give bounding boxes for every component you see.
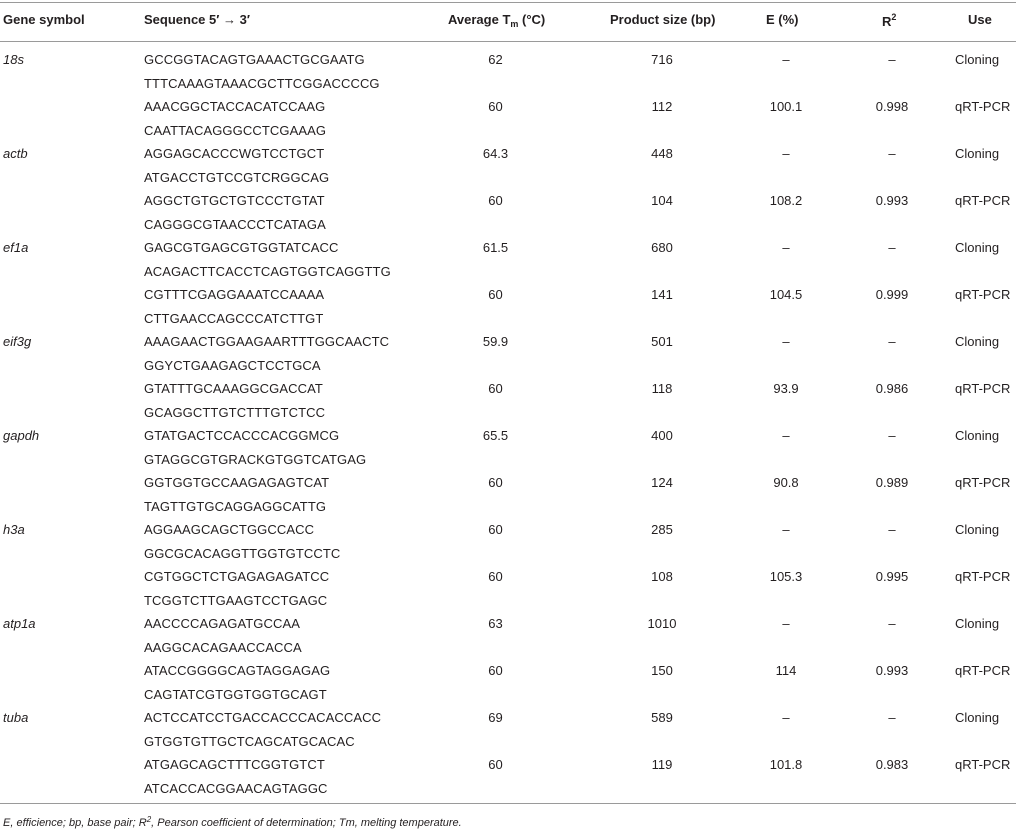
average-tm-cell: 61.5 — [482, 240, 509, 255]
use-cell: Cloning — [955, 616, 1000, 631]
sequence-cell: TCGGTCTTGAAGTCCTGAGC — [144, 592, 328, 608]
table-row — [0, 499, 1016, 523]
gene-symbol-cell: atp1a — [3, 616, 36, 631]
r2-cell: 0.989 — [875, 475, 909, 490]
average-tm-cell: 59.9 — [482, 334, 509, 349]
header-tm-unit: (°C) — [518, 12, 546, 27]
efficiency-cell: 90.8 — [773, 475, 799, 490]
table-row — [0, 217, 1016, 241]
average-tm-cell: 62 — [488, 52, 503, 67]
product-size-cell: 400 — [651, 428, 673, 443]
average-tm-cell: 65.5 — [482, 428, 509, 443]
table-row — [0, 381, 1016, 405]
average-tm-cell: 60 — [488, 569, 503, 584]
product-size-cell: 448 — [651, 146, 673, 161]
average-tm-cell: 60 — [488, 663, 503, 678]
table-row — [0, 405, 1016, 429]
r2-cell: 0.993 — [875, 663, 909, 678]
header-average-tm — [448, 12, 545, 29]
efficiency-cell: – — [782, 240, 790, 255]
header-r2 — [882, 12, 896, 29]
r2-cell: 0.999 — [875, 287, 909, 302]
r2-cell: – — [888, 522, 896, 537]
r2-cell: 0.983 — [875, 757, 909, 772]
use-cell: qRT-PCR — [955, 193, 1011, 208]
table-row — [0, 287, 1016, 311]
table-row — [0, 710, 1016, 734]
footnote-superscript: 2 — [146, 815, 152, 824]
header-sequence: Sequence 5′ → 3′ — [144, 12, 250, 27]
r2-cell: 0.995 — [875, 569, 909, 584]
product-size-cell: 150 — [651, 663, 673, 678]
sequence-cell: TAGTTGTGCAGGAGGCATTG — [144, 498, 327, 514]
header-use: Use — [968, 12, 992, 27]
product-size-cell: 1010 — [647, 616, 677, 631]
sequence-cell: GTGGTGTTGCTCAGCATGCACAC — [144, 733, 355, 749]
r2-cell: – — [888, 616, 896, 631]
sequence-cell: AGGAGCACCCWGTCCTGCT — [144, 146, 325, 161]
sequence-cell: CGTGGCTCTGAGAGAGATCC — [144, 569, 330, 584]
sequence-cell: ATGACCTGTCCGTCRGGCAG — [144, 169, 330, 185]
sequence-cell: GAGCGTGAGCGTGGTATCACC — [144, 240, 339, 255]
average-tm-cell: 60 — [488, 193, 503, 208]
table-header-rule — [0, 41, 1016, 42]
table-row — [0, 687, 1016, 711]
gene-symbol-cell: actb — [3, 146, 28, 161]
table-row — [0, 193, 1016, 217]
efficiency-cell: 105.3 — [769, 569, 803, 584]
average-tm-cell: 60 — [488, 522, 503, 537]
r2-cell: – — [888, 710, 896, 725]
table-row — [0, 640, 1016, 664]
use-cell: Cloning — [955, 710, 1000, 725]
use-cell: qRT-PCR — [955, 287, 1011, 302]
efficiency-cell: – — [782, 616, 790, 631]
sequence-cell: TTTCAAAGTAAACGCTTCGGACCCCG — [144, 75, 380, 91]
efficiency-cell: 108.2 — [769, 193, 803, 208]
table-row — [0, 781, 1016, 805]
sequence-cell: AGGAAGCAGCTGGCCACC — [144, 522, 315, 537]
table-bottom-rule — [0, 803, 1016, 804]
r2-cell: – — [888, 240, 896, 255]
r2-cell: 0.986 — [875, 381, 909, 396]
product-size-cell: 501 — [651, 334, 673, 349]
efficiency-cell: – — [782, 710, 790, 725]
sequence-cell: CGTTTCGAGGAAATCCAAAA — [144, 287, 325, 302]
average-tm-cell: 64.3 — [482, 146, 509, 161]
table-row — [0, 123, 1016, 147]
efficiency-cell: – — [782, 428, 790, 443]
product-size-cell: 119 — [651, 757, 673, 772]
gene-symbol-cell: eif3g — [3, 334, 32, 349]
table-row — [0, 240, 1016, 264]
product-size-cell: 589 — [651, 710, 673, 725]
sequence-cell: CAGTATCGTGGTGGTGCAGT — [144, 686, 327, 702]
gene-symbol-cell: tuba — [3, 710, 29, 725]
efficiency-cell: 101.8 — [769, 757, 803, 772]
efficiency-cell: 104.5 — [769, 287, 803, 302]
use-cell: qRT-PCR — [955, 99, 1011, 114]
sequence-cell: GTATTTGCAAAGGCGACCAT — [144, 381, 323, 396]
sequence-cell: GTAGGCGTGRACKGTGGTCATGAG — [144, 451, 367, 467]
sequence-cell: AAGGCACAGAACCACCA — [144, 639, 302, 655]
average-tm-cell: 69 — [488, 710, 503, 725]
table-row — [0, 475, 1016, 499]
efficiency-cell: – — [782, 52, 790, 67]
average-tm-cell: 60 — [488, 475, 503, 490]
product-size-cell: 108 — [651, 569, 673, 584]
sequence-cell: GCAGGCTTGTCTTTGTCTCC — [144, 404, 326, 420]
product-size-cell: 112 — [651, 99, 673, 114]
use-cell: qRT-PCR — [955, 757, 1011, 772]
r2-cell: 0.993 — [875, 193, 909, 208]
header-tm-label: Average T — [448, 12, 511, 27]
use-cell: Cloning — [955, 52, 1000, 67]
product-size-cell: 104 — [651, 193, 673, 208]
product-size-cell: 285 — [651, 522, 673, 537]
sequence-cell: ATGAGCAGCTTTCGGTGTCT — [144, 757, 325, 772]
sequence-cell: ACAGACTTCACCTCAGTGGTCAGGTTG — [144, 263, 391, 279]
sequence-cell: GCCGGTACAGTGAAACTGCGAATG — [144, 52, 365, 67]
use-cell: Cloning — [955, 428, 1000, 443]
use-cell: qRT-PCR — [955, 475, 1011, 490]
sequence-cell: CAATTACAGGGCCTCGAAAG — [144, 122, 327, 138]
header-r2-label: R — [882, 14, 892, 29]
use-cell: Cloning — [955, 522, 1000, 537]
table-row — [0, 616, 1016, 640]
table-row — [0, 428, 1016, 452]
header-product-size: Product size (bp) — [610, 12, 716, 27]
use-cell: qRT-PCR — [955, 663, 1011, 678]
footnote-text-end: , Pearson coefficient of determination; Tm, melting temperature. — [151, 817, 462, 829]
table-row — [0, 452, 1016, 476]
table-row — [0, 311, 1016, 335]
average-tm-cell: 60 — [488, 287, 503, 302]
table-row — [0, 170, 1016, 194]
sequence-cell: GGCGCACAGGTTGGTGTCCTC — [144, 545, 341, 561]
sequence-cell: AAAGAACTGGAAGAARTTTGGCAACTC — [144, 334, 390, 349]
table-row — [0, 99, 1016, 123]
use-cell: qRT-PCR — [955, 569, 1011, 584]
sequence-cell: GGYCTGAAGAGCTCCTGCA — [144, 357, 321, 373]
gene-symbol-cell: gapdh — [3, 428, 40, 443]
r2-cell: – — [888, 334, 896, 349]
use-cell: Cloning — [955, 240, 1000, 255]
sequence-cell: GGTGGTGCCAAGAGAGTCAT — [144, 475, 330, 490]
gene-symbol-cell: ef1a — [3, 240, 29, 255]
table-row — [0, 358, 1016, 382]
table-row — [0, 76, 1016, 100]
table-row — [0, 546, 1016, 570]
use-cell: Cloning — [955, 146, 1000, 161]
product-size-cell: 716 — [651, 52, 673, 67]
table-row — [0, 663, 1016, 687]
sequence-cell: CAGGGCGTAACCCTCATAGA — [144, 216, 326, 232]
efficiency-cell: 100.1 — [769, 99, 803, 114]
average-tm-cell: 63 — [488, 616, 503, 631]
sequence-cell: AAACGGCTACCACATCCAAG — [144, 99, 326, 114]
efficiency-cell: 93.9 — [773, 381, 799, 396]
average-tm-cell: 60 — [488, 99, 503, 114]
table-top-rule — [0, 2, 1016, 3]
table-row — [0, 146, 1016, 170]
product-size-cell: 141 — [651, 287, 673, 302]
table-row — [0, 734, 1016, 758]
table-row — [0, 593, 1016, 617]
efficiency-cell: 114 — [775, 663, 797, 678]
efficiency-cell: – — [782, 334, 790, 349]
use-cell: Cloning — [955, 334, 1000, 349]
efficiency-cell: – — [782, 146, 790, 161]
r2-cell: – — [888, 52, 896, 67]
efficiency-cell: – — [782, 522, 790, 537]
sequence-cell: ACTCCATCCTGACCACCCACACCACC — [144, 710, 382, 725]
r2-cell: – — [888, 428, 896, 443]
sequence-cell: ATCACCACGGAACAGTAGGC — [144, 780, 328, 796]
use-cell: qRT-PCR — [955, 381, 1011, 396]
sequence-cell: ATACCGGGGCAGTAGGAGAG — [144, 663, 331, 678]
table-row — [0, 52, 1016, 76]
gene-symbol-cell: 18s — [3, 52, 24, 67]
average-tm-cell: 60 — [488, 381, 503, 396]
header-gene-symbol: Gene symbol — [3, 12, 85, 27]
table-row — [0, 757, 1016, 781]
r2-cell: 0.998 — [875, 99, 909, 114]
sequence-cell: GTATGACTCCACCCACGGMCG — [144, 428, 340, 443]
header-r2-superscript: 2 — [891, 12, 897, 22]
table-row — [0, 264, 1016, 288]
r2-cell: – — [888, 146, 896, 161]
header-tm-subscript: m — [510, 19, 519, 29]
footnote-text-start: E, efficience; bp, base pair; R — [3, 817, 147, 829]
sequence-cell: AACCCCAGAGATGCCAA — [144, 616, 301, 631]
average-tm-cell: 60 — [488, 757, 503, 772]
sequence-cell: CTTGAACCAGCCCATCTTGT — [144, 310, 324, 326]
table-row — [0, 569, 1016, 593]
gene-symbol-cell: h3a — [3, 522, 25, 537]
table-row — [0, 334, 1016, 358]
header-efficiency: E (%) — [766, 12, 799, 27]
table-row — [0, 522, 1016, 546]
product-size-cell: 118 — [651, 381, 673, 396]
product-size-cell: 680 — [651, 240, 673, 255]
sequence-cell: AGGCTGTGCTGTCCCTGTAT — [144, 193, 325, 208]
product-size-cell: 124 — [651, 475, 673, 490]
table-footnote — [3, 815, 462, 829]
